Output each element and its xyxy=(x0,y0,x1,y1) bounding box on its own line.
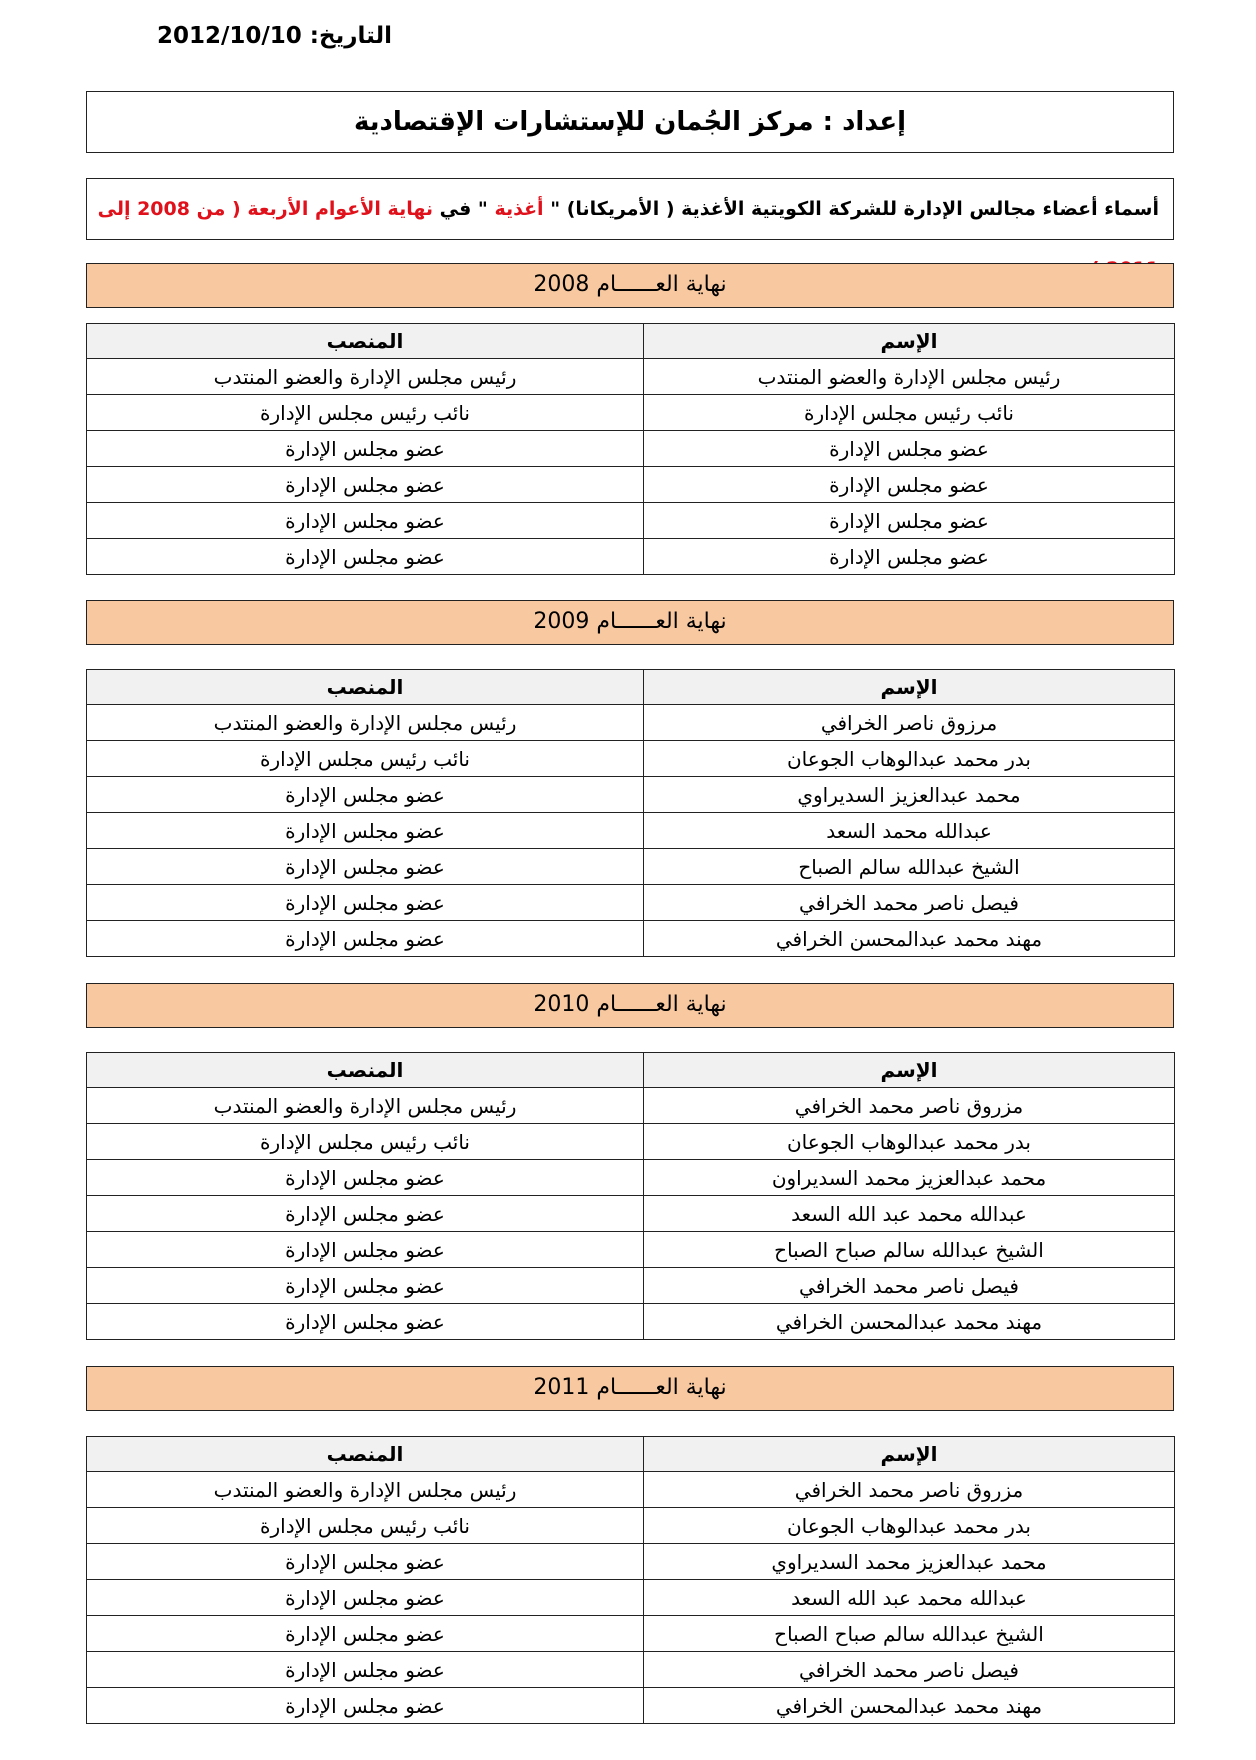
subtitle-part2: أغذية xyxy=(487,198,551,220)
year-heading-3 xyxy=(86,1366,1174,1411)
year-heading-label: نهاية العــــــام xyxy=(596,992,727,1017)
member-name-cell: عضو مجلس الإدارة xyxy=(644,467,1175,503)
member-position-cell: عضو مجلس الإدارة xyxy=(87,1304,644,1340)
member-position-cell: عضو مجلس الإدارة xyxy=(87,1580,644,1616)
table-row xyxy=(87,1304,1175,1340)
member-position-cell: عضو مجلس الإدارة xyxy=(87,813,644,849)
table-row xyxy=(87,1268,1175,1304)
member-position-cell: عضو مجلس الإدارة xyxy=(87,1544,644,1580)
subtitle-part4: نهاية الأعوام الأربعة ( من 2008 إلى xyxy=(97,198,434,220)
member-name-cell: عضو مجلس الإدارة xyxy=(644,539,1175,575)
table-header-row xyxy=(87,324,1175,359)
column-header-name: الإسم xyxy=(644,670,1175,705)
table-row xyxy=(87,777,1175,813)
table-row xyxy=(87,813,1175,849)
column-header-name: الإسم xyxy=(644,1437,1175,1472)
member-position-cell: عضو مجلس الإدارة xyxy=(87,885,644,921)
table-row xyxy=(87,431,1175,467)
member-name-cell: مزروق ناصر محمد الخرافي xyxy=(644,1088,1175,1124)
table-header-row xyxy=(87,1053,1175,1088)
member-name-cell: بدر محمد عبدالوهاب الجوعان xyxy=(644,1124,1175,1160)
member-name-cell: عبدالله محمد عبد الله السعد xyxy=(644,1196,1175,1232)
column-header-name: الإسم xyxy=(644,324,1175,359)
member-position-cell: عضو مجلس الإدارة xyxy=(87,1616,644,1652)
table-row xyxy=(87,741,1175,777)
table-row xyxy=(87,1652,1175,1688)
member-position-cell: عضو مجلس الإدارة xyxy=(87,1268,644,1304)
member-position-cell: عضو مجلس الإدارة xyxy=(87,777,644,813)
column-header-name: الإسم xyxy=(644,1053,1175,1088)
member-position-cell: نائب رئيس مجلس الإدارة xyxy=(87,1508,644,1544)
table-row xyxy=(87,1508,1175,1544)
subtitle-part1: أسماء أعضاء مجالس الإدارة للشركة الكويتية الأغذية ( الأمريكانا) " xyxy=(550,198,1159,220)
table-row xyxy=(87,467,1175,503)
date-label: التاريخ: xyxy=(309,23,392,49)
table-row xyxy=(87,1232,1175,1268)
year-heading-value: 2010 xyxy=(533,992,590,1017)
year-heading-0 xyxy=(86,263,1174,308)
member-position-cell: عضو مجلس الإدارة xyxy=(87,431,644,467)
column-header-position: المنصب xyxy=(87,670,644,705)
board-table-2 xyxy=(86,1052,1175,1340)
report-date xyxy=(92,18,392,54)
member-name-cell: الشيخ عبدالله سالم صباح الصباح xyxy=(644,1232,1175,1268)
table-row xyxy=(87,503,1175,539)
table-row xyxy=(87,849,1175,885)
table-header-row xyxy=(87,1437,1175,1472)
member-position-cell: نائب رئيس مجلس الإدارة xyxy=(87,1124,644,1160)
table-row xyxy=(87,1544,1175,1580)
member-name-cell: فيصل ناصر محمد الخرافي xyxy=(644,1652,1175,1688)
year-heading-value: 2011 xyxy=(533,1375,590,1400)
column-header-position: المنصب xyxy=(87,324,644,359)
column-header-position: المنصب xyxy=(87,1437,644,1472)
date-value: 2012/10/10 xyxy=(156,23,302,49)
member-position-cell: عضو مجلس الإدارة xyxy=(87,921,644,957)
document-subtitle-box xyxy=(86,178,1174,240)
member-name-cell: مزروق ناصر محمد الخرافي xyxy=(644,1472,1175,1508)
member-name-cell: عضو مجلس الإدارة xyxy=(644,431,1175,467)
member-position-cell: عضو مجلس الإدارة xyxy=(87,849,644,885)
board-table-3 xyxy=(86,1436,1175,1724)
table-row xyxy=(87,921,1175,957)
year-heading-value: 2009 xyxy=(533,609,590,634)
table-row xyxy=(87,1088,1175,1124)
member-name-cell: عضو مجلس الإدارة xyxy=(644,503,1175,539)
member-position-cell: نائب رئيس مجلس الإدارة xyxy=(87,395,644,431)
member-name-cell: محمد عبدالعزيز السديراوي xyxy=(644,777,1175,813)
subtitle-part3: " في xyxy=(433,198,488,220)
member-position-cell: عضو مجلس الإدارة xyxy=(87,539,644,575)
table-row xyxy=(87,395,1175,431)
member-name-cell: مرزوق ناصر الخرافي xyxy=(644,705,1175,741)
member-name-cell: الشيخ عبدالله سالم الصباح xyxy=(644,849,1175,885)
table-row xyxy=(87,1580,1175,1616)
table-row xyxy=(87,705,1175,741)
table-header-row xyxy=(87,670,1175,705)
table-row xyxy=(87,1616,1175,1652)
board-table-1 xyxy=(86,669,1175,957)
table-row xyxy=(87,1472,1175,1508)
year-heading-1 xyxy=(86,600,1174,645)
member-position-cell: نائب رئيس مجلس الإدارة xyxy=(87,741,644,777)
year-heading-label: نهاية العــــــام xyxy=(596,272,727,297)
member-position-cell: رئيس مجلس الإدارة والعضو المنتدب xyxy=(87,359,644,395)
year-heading-2 xyxy=(86,983,1174,1028)
member-name-cell: محمد عبدالعزيز محمد السديراون xyxy=(644,1160,1175,1196)
member-position-cell: رئيس مجلس الإدارة والعضو المنتدب xyxy=(87,1088,644,1124)
year-heading-value: 2008 xyxy=(533,272,590,297)
year-heading-label: نهاية العــــــام xyxy=(596,609,727,634)
table-row xyxy=(87,1124,1175,1160)
member-name-cell: عبدالله محمد عبد الله السعد xyxy=(644,1580,1175,1616)
prepared-by-text: إعداد : مركز الجُمان للإستشارات الإقتصادية xyxy=(353,107,907,137)
member-name-cell: مهند محمد عبدالمحسن الخرافي xyxy=(644,1688,1175,1724)
member-name-cell: بدر محمد عبدالوهاب الجوعان xyxy=(644,741,1175,777)
year-heading-label: نهاية العــــــام xyxy=(596,1375,727,1400)
member-position-cell: عضو مجلس الإدارة xyxy=(87,503,644,539)
member-name-cell: نائب رئيس مجلس الإدارة xyxy=(644,395,1175,431)
member-position-cell: عضو مجلس الإدارة xyxy=(87,467,644,503)
member-position-cell: عضو مجلس الإدارة xyxy=(87,1160,644,1196)
member-position-cell: رئيس مجلس الإدارة والعضو المنتدب xyxy=(87,1472,644,1508)
table-row xyxy=(87,1196,1175,1232)
member-name-cell: رئيس مجلس الإدارة والعضو المنتدب xyxy=(644,359,1175,395)
table-row xyxy=(87,359,1175,395)
member-position-cell: عضو مجلس الإدارة xyxy=(87,1196,644,1232)
member-position-cell: عضو مجلس الإدارة xyxy=(87,1232,644,1268)
table-row xyxy=(87,539,1175,575)
member-name-cell: مهند محمد عبدالمحسن الخرافي xyxy=(644,921,1175,957)
member-name-cell: محمد عبدالعزيز محمد السديراوي xyxy=(644,1544,1175,1580)
member-position-cell: عضو مجلس الإدارة xyxy=(87,1688,644,1724)
table-row xyxy=(87,885,1175,921)
member-name-cell: فيصل ناصر محمد الخرافي xyxy=(644,885,1175,921)
prepared-by-box xyxy=(86,91,1174,153)
member-position-cell: عضو مجلس الإدارة xyxy=(87,1652,644,1688)
table-row xyxy=(87,1160,1175,1196)
table-row xyxy=(87,1688,1175,1724)
member-name-cell: بدر محمد عبدالوهاب الجوعان xyxy=(644,1508,1175,1544)
member-name-cell: فيصل ناصر محمد الخرافي xyxy=(644,1268,1175,1304)
member-name-cell: مهند محمد عبدالمحسن الخرافي xyxy=(644,1304,1175,1340)
member-name-cell: عبدالله محمد السعد xyxy=(644,813,1175,849)
board-table-0 xyxy=(86,323,1175,575)
column-header-position: المنصب xyxy=(87,1053,644,1088)
member-position-cell: رئيس مجلس الإدارة والعضو المنتدب xyxy=(87,705,644,741)
member-name-cell: الشيخ عبدالله سالم صباح الصباح xyxy=(644,1616,1175,1652)
